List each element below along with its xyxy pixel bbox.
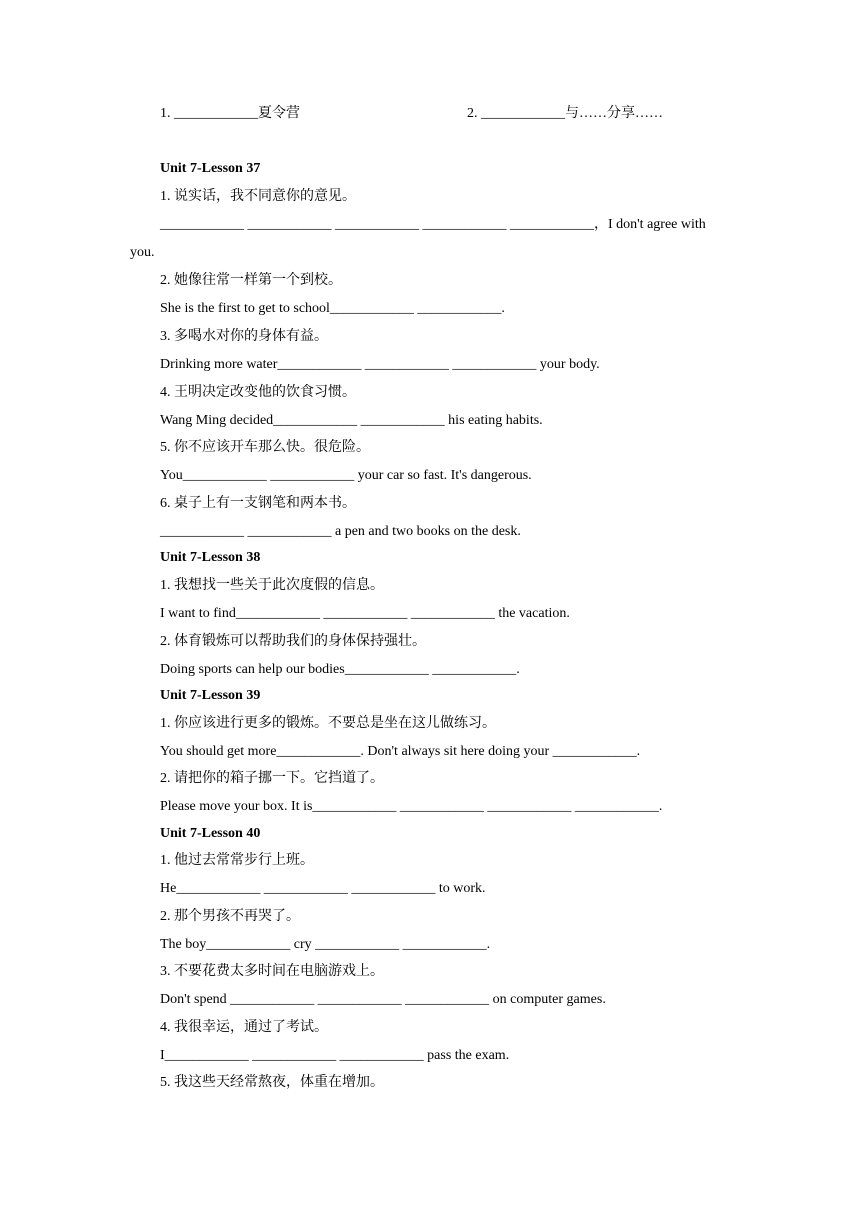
top-item-1: 1. ____________夏令营 <box>160 106 300 121</box>
prompt-cn: 5. 我这些天经常熬夜，体重在增加。 <box>160 1075 384 1090</box>
answer-line: He____________ ____________ ____________ to work. <box>160 881 486 896</box>
prompt-cn: 2. 那个男孩不再哭了。 <box>160 909 300 924</box>
section-heading-lesson-38: Unit 7-Lesson 38 <box>160 550 261 565</box>
answer-line: You____________ ____________ your car so fast. It's dangerous. <box>160 468 532 483</box>
prompt-cn: 4. 我很幸运，通过了考试。 <box>160 1020 328 1035</box>
prompt-cn: 5. 你不应该开车那么快。很危险。 <box>160 440 370 455</box>
prompt-cn: 3. 多喝水对你的身体有益。 <box>160 329 328 344</box>
prompt-cn: 2. 体育锻炼可以帮助我们的身体保持强壮。 <box>160 634 426 649</box>
prompt-cn: 1. 说实话，我不同意你的意见。 <box>160 189 356 204</box>
answer-line: Wang Ming decided____________ ____________ his eating habits. <box>160 413 543 428</box>
answer-line: I____________ ____________ ____________ pass the exam. <box>160 1048 510 1063</box>
answer-line: You should get more____________. Don't always sit here doing your ____________. <box>160 744 641 759</box>
answer-line: The boy____________ cry ____________ ____________. <box>160 937 491 952</box>
answer-line: ____________ ____________ a pen and two books on the desk. <box>160 524 521 539</box>
prompt-cn: 2. 她像往常一样第一个到校。 <box>160 273 342 288</box>
section-heading-lesson-40: Unit 7-Lesson 40 <box>160 826 261 841</box>
prompt-cn: 1. 我想找一些关于此次度假的信息。 <box>160 578 384 593</box>
answer-line: Please move your box. It is____________ ____________ ____________ ____________. <box>160 799 663 814</box>
prompt-cn: 3. 不要花费太多时间在电脑游戏上。 <box>160 964 384 979</box>
section-heading-lesson-37: Unit 7-Lesson 37 <box>160 161 261 176</box>
prompt-cn: 1. 他过去常常步行上班。 <box>160 853 314 868</box>
prompt-cn: 6. 桌子上有一支钢笔和两本书。 <box>160 496 356 511</box>
section-heading-lesson-39: Unit 7-Lesson 39 <box>160 688 261 703</box>
prompt-cn: 4. 王明决定改变他的饮食习惯。 <box>160 385 356 400</box>
top-item-2: 2. ____________与……分享…… <box>467 106 663 121</box>
prompt-cn: 1. 你应该进行更多的锻炼。不要总是坐在这儿做练习。 <box>160 716 496 731</box>
answer-line: ____________ ____________ ____________ ____________ ____________，I don't agree with you. <box>130 217 706 260</box>
answer-line: Don't spend ____________ ____________ ____________ on computer games. <box>160 992 606 1007</box>
answer-line: She is the first to get to school____________ ____________. <box>160 301 505 316</box>
answer-line: Doing sports can help our bodies____________ ____________. <box>160 662 520 677</box>
answer-line: Drinking more water____________ ____________ ____________ your body. <box>160 357 600 372</box>
prompt-cn: 2. 请把你的箱子挪一下。它挡道了。 <box>160 771 384 786</box>
answer-line: I want to find____________ ____________ ____________ the vacation. <box>160 606 570 621</box>
